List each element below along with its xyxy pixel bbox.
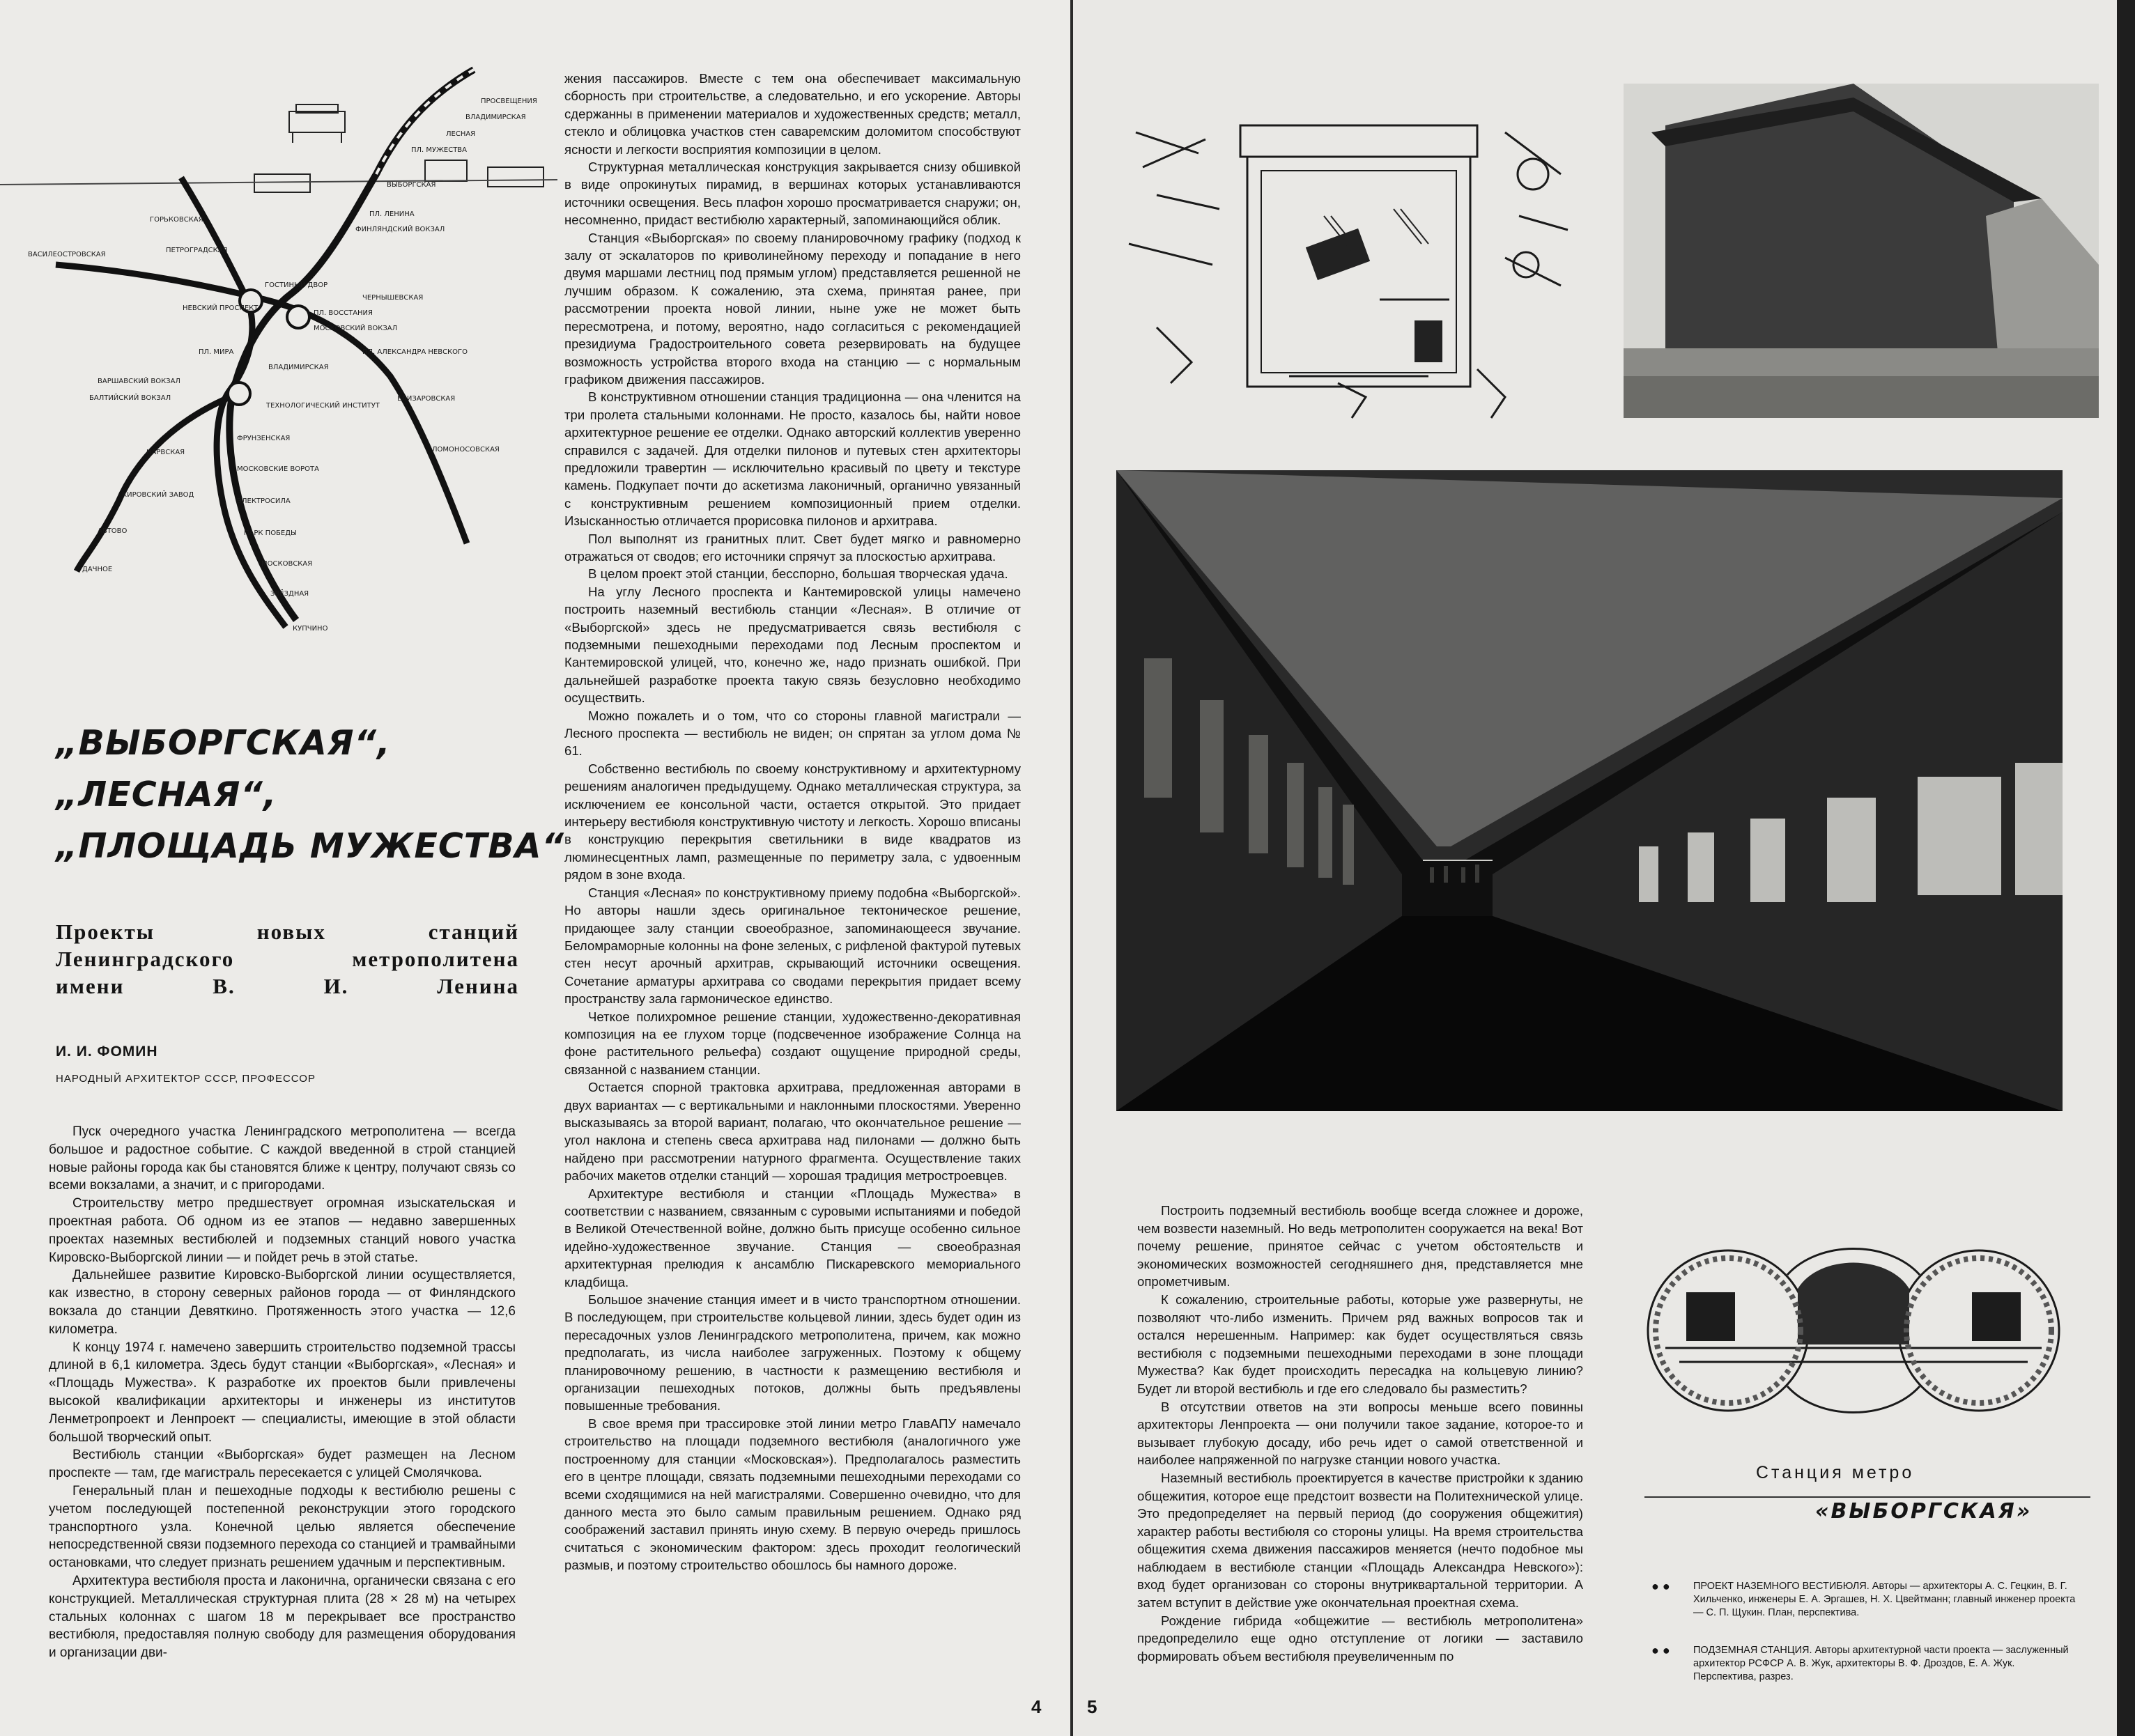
map-station-label: ПАРК ПОБЕДЫ (244, 529, 297, 537)
paragraph: К концу 1974 г. намечено завершить строительство подземной трассы длиной в 6,1 километра. Здесь будут станции «Выборгская», «Лесная» и «Площадь Мужества». К разработке их проектов были привлечены высокой квалификации архитекторы и инженеры из институтов Ленметропроект и Ленпроект — специалисты, имеющие в этой области большой творческий опыт. (49, 1340, 516, 1445)
map-station-label: ПЛ. МУЖЕСТВА (411, 146, 467, 154)
article-column-3 (1137, 1202, 1583, 1689)
article-column-2 (564, 70, 1021, 1700)
paragraph: Остается спорной трактовка архитрава, предложенная авторами в двух вариантах — с вертикальными и наклонными плоскостями. Уверенно высказываясь за второй вариант, полагаю, что окончательное решение — угол наклона и степень свеса архитрава над пилонами — должно быть найдено при рассмотрении натурного фрагмента. Осуществление таких рабочих макетов отделки станций — хорошая традиция метростроевцев. (564, 1080, 1021, 1184)
article-title (56, 718, 565, 872)
subtitle-line: имени В. И. Ленина (56, 974, 519, 998)
paragraph: В целом проект этой станции, бесспорно, большая творческая удача. (588, 566, 1008, 582)
vestibule-perspective-image (1624, 84, 2099, 418)
map-station-label: ЕЛИЗАРОВСКАЯ (397, 395, 456, 403)
caption-station-name: «ВЫБОРГСКАЯ» (1815, 1499, 2033, 1524)
right-page (1073, 0, 2135, 1736)
map-station-label: ФИНЛЯНДСКИЙ ВОКЗАЛ (355, 226, 445, 233)
title-line: „ПЛОЩАДЬ МУЖЕСТВА“ (56, 826, 565, 866)
map-station-label: ПЛ. ЛЕНИНА (369, 210, 415, 218)
map-station-label: ГОРЬКОВСКАЯ (150, 216, 203, 224)
article-column-1 (49, 1123, 516, 1701)
map-station-label: ВЛАДИМИРСКАЯ (465, 114, 526, 121)
map-station-label: ЧЕРНЫШЕВСКАЯ (362, 294, 424, 302)
page-number-left: 4 (1031, 1696, 1042, 1717)
credits-block-1 (1651, 1580, 2076, 1620)
map-station-label: ТЕХНОЛОГИЧЕСКИЙ ИНСТИТУТ (266, 402, 380, 410)
article-subtitle (56, 918, 519, 1000)
map-station-label: ФРУНЗЕНСКАЯ (237, 435, 291, 442)
map-station-label: ГОСТИНЫЙ ДВОР (265, 281, 328, 289)
paragraph: Построить подземный вестибюль вообще всегда сложнее и дороже, чем возвести наземный. Но ведь метрополитен сооружается на века! Вот почему решение, принятое сейчас с учетом обстоятельств и экономических возможностей сегодняшнего дня, представляется мне опрометчивым. (1137, 1203, 1583, 1289)
paragraph: Архитектуре вестибюля и станции «Площадь Мужества» в соответствии с названием, связанным с суровыми испытаниями и победой в Великой Отечественной войне, должно быть присуще особенно сильное идейно-художественное звучание. Станция — своеобразная архитектурная прелюдия к ансамблю Пискаревского мемориального кладбища. (564, 1186, 1021, 1289)
paragraph: Генеральный план и пешеходные подходы к вестибюлю решены с учетом последующей постепенной реконструкции этого городского транспортного узла. Конечной целью является обеспечение непосредственной связи подземного перехода со станцией и трамвайными остановками, что следует признать решением удачным и перспективным. (49, 1483, 516, 1571)
map-station-label: АВТОВО (98, 527, 128, 535)
map-station-label: ВЫБОРГСКАЯ (387, 181, 436, 189)
map-station-label: ВАСИЛЕОСТРОВСКАЯ (28, 251, 106, 258)
map-station-label: МОСКОВСКАЯ (261, 560, 313, 568)
map-station-label: ДАЧНОЕ (82, 566, 113, 573)
map-station-label: КУПЧИНО (293, 625, 328, 633)
map-station-label: НЕВСКИЙ ПРОСПЕКТ (183, 304, 259, 312)
map-station-label: БАЛТИЙСКИЙ ВОКЗАЛ (89, 394, 171, 402)
paragraph: В отсутствии ответов на эти вопросы меньше всего повинны архитекторы Ленпроекта — они получили такое задание, которое-то и вызывает глубокую досаду, ибо речь идет о самой ответственной и наиболее напряженной по нагрузке станции нового участка. (1137, 1399, 1583, 1468)
paragraph: Четкое полихромное решение станции, художественно-декоративная композиция на ее глухом торце (подсвеченное изображение Солнца на фоне растительного рельефа) создают ощущение природной среды, связанной с названием станции. (564, 1009, 1021, 1077)
station-hall-perspective-image (1116, 470, 2063, 1111)
subtitle-line: Ленинградского метрополитена (56, 947, 519, 971)
title-line: „ВЫБОРГСКАЯ“, (56, 723, 391, 763)
map-station-label: ПЛ. ВОССТАНИЯ (314, 309, 373, 317)
map-labels (28, 98, 537, 633)
paragraph: Можно пожалеть и о том, что со стороны главной магистрали — Лесного проспекта — вестибюль не виден; он спрятан за углом дома № 61. (564, 708, 1021, 759)
caption-divider (1644, 1496, 2090, 1498)
paragraph: Дальнейшее развитие Кировско-Выборгской линии осуществляется, как известно, в сторону северных районов города — от Финляндского вокзала до станции Девяткино. Протяженность этого участка — 12,6 километра. (49, 1268, 516, 1337)
map-station-label: ЗВЁЗДНАЯ (270, 590, 309, 598)
paragraph: Наземный вестибюль проектируется в качестве пристройки к зданию общежития, которое еще предстоит возвести на Политехнической улице. Это предопределяет на первый период (до сооружения общежития) характер работы вестибюля со стороны улицы. На время строительства общежития схема движения пассажиров меняется (нечто подобное мы наблюдаем в вестибюле станции «Площадь Александра Невского»): вход будет организован со стороны внутриквартальной территории. А затем вступит в действие уже окончательная проектная схема. (1137, 1470, 1583, 1611)
paragraph: Станция «Выборгская» по своему планировочному графику (подход к залу от эскалаторов по криволинейному переходу и попадание в него двумя маршами лестниц под прямым углом) представляется решенной не лучшим образом. К сожалению, эта схема, принятая ранее, при рассмотрении проекта новой линии, ныне уже не может быть пересмотрена, и потому, вероятно, надо согласиться с рекомендацией президиума Градостроительного совета резервировать на будущее возможность устройства второго входа на станцию — с нормальным графиком движения пассажиров. (564, 230, 1021, 387)
map-station-label: НАРВСКАЯ (146, 449, 185, 456)
credits-block-2 (1651, 1644, 2076, 1684)
paragraph: В конструктивном отношении станция традиционна — она членится на три пролета стальными колоннами. Не просто, казалось бы, найти новое архитектурное решение ее отделки. Однако авторский коллектив уверенно справился с задачей. Для отделки пилонов и путевых стен архитекторы предложили травертин — исключительно красивый по цвету и текстуре камень. Подкупает почти до аскетизма лаконичный, органично увязанный с конструктивным решением композиционный прием отделки. Изысканностью отличается прорисовка пилонов и архитрава. (564, 389, 1021, 529)
metro-map (0, 0, 557, 669)
caption-title: Станция метро (1756, 1463, 1915, 1482)
author-role: НАРОДНЫЙ АРХИТЕКТОР СССР, ПРОФЕССОР (56, 1073, 316, 1085)
map-station-label: ЛЕСНАЯ (446, 130, 476, 138)
paragraph: Структурная металлическая конструкция закрывается снизу обшивкой в виде опрокинутых пирамид, в вершинах которых устанавливаются источники освещения. Весь плафон хорошо просматривается снаружи; он, несомненно, придаст вестибюлю характерный, запоминающийся облик. (564, 160, 1021, 228)
credits-text: ПРОЕКТ НАЗЕМНОГО ВЕСТИБЮЛЯ. Авторы — архитекторы А. С. Гецкин, В. Г. Хильченко, инженеры Е. А. Эргашев, Н. Х. Цвейтманн; главный инженер проекта — С. П. Щукин. План, перспектива. (1693, 1581, 2076, 1618)
author-name: И. И. ФОМИН (56, 1044, 158, 1060)
map-station-label: ВЛАДИМИРСКАЯ (268, 364, 329, 371)
paragraph: На углу Лесного проспекта и Кантемировской улицы намечено построить наземный вестибюль станции «Лесная». В отличие от «Выборгской» здесь не предусматривается связь вестибюля с подземными пешеходными переходами под Лесным проспектом и Кантемировской улицей, что, конечно же, надо признать ошибкой. При дальнейшей разработке проекта такую связь безусловно необходимо осуществить. (564, 584, 1021, 706)
map-station-label: КИРОВСКИЙ ЗАВОД (122, 491, 194, 499)
map-station-label: ПРОСВЕЩЕНИЯ (481, 98, 537, 105)
paragraph: Рождение гибрида «общежитие — вестибюль метрополитена» предопределило еще одно отступление от логики — заставило формировать объем вестибюля преувеличенным по (1137, 1613, 1583, 1664)
subtitle-line: Проекты новых станций (56, 920, 519, 944)
paragraph: Строительству метро предшествует огромная изыскательская и проектная работа. Об одном из ее этапов — недавно завершенных проектах наземных вестибюлей и подземных станций нового участка Кировско-Выборгской линии — и пойдет речь в этой статье. (49, 1196, 516, 1265)
page-number-right: 5 (1087, 1696, 1097, 1717)
map-station-label: ЭЛЕКТРОСИЛА (237, 497, 291, 505)
title-line: „ЛЕСНАЯ“, (56, 775, 277, 814)
map-station-label: ЛОМОНОСОВСКАЯ (432, 446, 500, 454)
map-station-label: МОСКОВСКИЕ ВОРОТА (237, 465, 319, 473)
paragraph: Пол выполнят из гранитных плит. Свет будет мягко и равномерно отражаться от сводов; его источники спрячут за плоскостью архитрава. (564, 531, 1021, 564)
map-station-label: ПЛ. МИРА (199, 348, 234, 356)
bullet-icon: ● ● (1651, 1579, 1670, 1593)
paragraph: Вестибюль станции «Выборгская» будет размещен на Лесном проспекте — там, где магистраль пересекается с улицей Смолячкова. (49, 1448, 516, 1481)
paragraph: жения пассажиров. Вместе с тем она обеспечивает максимальную сборность при строительстве, а следовательно, и его ускорение. Авторы сдержанны в применении материалов и художественных средств; металл, стекло и облицовка участков стен саваремским доломитом способствуют ясности и легкости восприятия композиции в целом. (564, 71, 1021, 157)
paragraph: Собственно вестибюль по своему конструктивному и архитектурному решениям аналогичен предыдущему. Однако металлическая структура, за исключением ее консольной части, остается открытой. Это придает интерьеру вестибюля конструктивную чистоту и легкость. Хорошо вписаны в конструкцию перекрытия светильники в виде квадратов из люминесцентных ламп, размещенные по периметру зала, с удвоенным рядом в зоне входа. (564, 761, 1021, 883)
credits-text: ПОДЗЕМНАЯ СТАНЦИЯ. Авторы архитектурной части проекта — заслуженный архитектор РСФСР А. В. Жук, архитекторы В. Ф. Дроздов, Е. А. Жук. Перспектива, разрез. (1693, 1645, 2069, 1682)
paragraph: Станция «Лесная» по конструктивному приему подобна «Выборгской». Но авторы нашли здесь оригинальное тектоническое решение, придающее залу станции своеобразное, запоминающееся звучание. Беломраморные колонны на фоне зеленых, с рифленой фактурой путевых стен несут арочный архитрав, скрывающий источники освещения. Сочетание арматуры архитрава со сводами перекрытия придает всему пространству зала гармоническое единство. (564, 885, 1021, 1007)
map-station-label: ПЕТРОГРАДСКАЯ (166, 247, 228, 254)
bullet-icon: ● ● (1651, 1643, 1670, 1657)
paragraph: Архитектура вестибюля проста и лаконична, органически связана с его конструкцией. Металлическая структурная плита (28 × 28 м) на четырех стальных колоннах с шагом 18 м перекрывает все пространство вестибюля, предоставляя полную свободу для размещения оборудования и организации дви- (49, 1573, 516, 1661)
map-station-label: ВАРШАВСКИЙ ВОКЗАЛ (98, 378, 180, 385)
paragraph: В свое время при трассировке этой линии метро ГлавАПУ намечало строительство на площади подземного вестибюля (аналогичного уже построенному для станции «Московская»). Предполагалось разместить его в центре площади, связать подземными пешеходными переходами со всеми сходящимися на ней магистралями. Совершенно очевидно, что для данного места это было самым правильным решением. Однако ряд соображений заставил принять иную схему. В первую очередь пришлось считаться с экономическим фактором: здесь проходит геологический размыв, и поэтому строительство обошлось бы намного дороже. (564, 1416, 1021, 1573)
station-section-drawing (1637, 1226, 2070, 1435)
page-edge (2117, 0, 2135, 1736)
vestibule-plan-drawing (1115, 91, 1589, 425)
map-station-label: МОСКОВСКИЙ ВОКЗАЛ (314, 325, 398, 332)
map-station-label: ПЛ. АЛЕКСАНДРА НЕВСКОГО (362, 348, 468, 356)
paragraph: Пуск очередного участка Ленинградского метрополитена — всегда большое и радостное событие. С каждой введенной в строй станцией новые районы города как бы становятся ближе к центру, получают связь со всеми вокзалами, а значит, и с пригородами. (49, 1124, 516, 1193)
paragraph: Большое значение станция имеет и в чисто транспортном отношении. В последующем, при строительстве кольцевой линии, здесь будет один из пересадочных узлов Ленинградского метрополитена, причем, как можно предполагать, из числа наиболее загруженных. Поэтому к общему планировочному решению, в частности к размещению вестибюля и организации пешеходных потоков, должны быть предъявлены повышенные требования. (564, 1292, 1021, 1413)
paragraph: К сожалению, строительные работы, которые уже развернуты, не позволяют что-либо изменить. Причем ряд важных вопросов так и остался нерешенным. Например: как будет осуществляться связь вестибюля с подземными пешеходными переходами в зоне площади Мужества? Как будет происходить пересадка на кольцевую линию? Будет ли второй вестибюль и где его следовало бы разместить? (1137, 1292, 1583, 1396)
